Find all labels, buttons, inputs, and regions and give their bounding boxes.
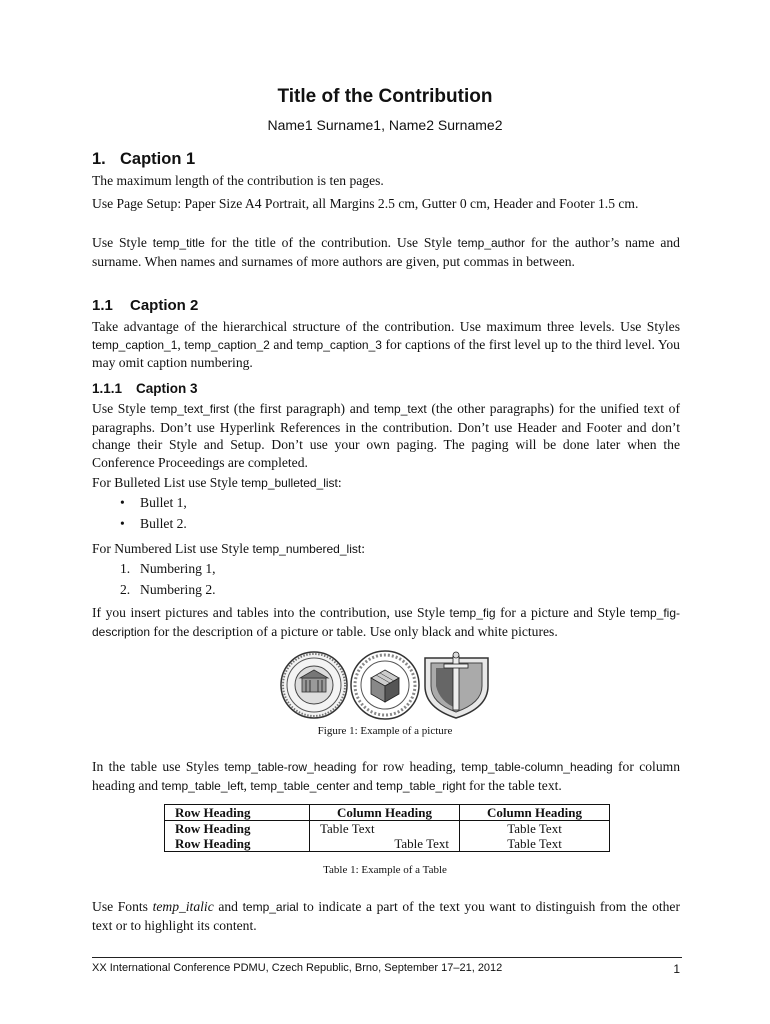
row-heading: Row Heading	[165, 821, 310, 837]
column-heading: Column Heading	[310, 805, 460, 821]
style-name: temp_caption_2	[184, 337, 270, 352]
figure-1	[0, 650, 770, 720]
style-name: temp_text_first	[150, 402, 230, 416]
footer-text: XX International Conference PDMU, Czech Republic, Brno, September 17–21, 2012	[92, 962, 503, 974]
style-name: temp_numbered_list	[252, 542, 362, 556]
section-caption: Caption 1	[120, 150, 196, 168]
section-1-1-1-heading	[92, 381, 198, 396]
style-name: temp_table_right	[376, 778, 466, 793]
style-name: temp_arial	[242, 900, 299, 914]
paragraph: Use Style temp_text_first (the first paragraph) and temp_text (the other paragraphs) for the unified text of paragraphs. Don’t use Hyperlink References in the contribution. Don’t use Header and Footer and don’t change their Style and Setup. Don’t use your own paging. The paging will be done later when the Conference Proceedings are completed.	[92, 401, 680, 470]
bullet-icon: •	[120, 495, 125, 510]
table-row	[165, 821, 610, 837]
page-footer	[92, 962, 682, 974]
style-name: temp_title	[152, 236, 205, 250]
table-caption: Table 1: Example of a Table	[323, 864, 447, 876]
table-row	[165, 805, 610, 821]
page-number: 1	[673, 962, 680, 976]
paragraph: Use Page Setup: Paper Size A4 Portrait, all Margins 2.5 cm, Gutter 0 cm, Header and Footer 1.5 cm.	[92, 196, 639, 211]
style-name: temp_table_left	[161, 778, 244, 793]
list-item: • Bullet 1,	[120, 495, 187, 510]
example-table	[164, 804, 610, 852]
paragraph: Use Style temp_title for the title of the contribution. Use Style temp_author for the author’s name and surname. When names and surnames of more authors are given, put commas in between.	[92, 235, 680, 269]
row-heading: Row Heading	[165, 805, 310, 821]
section-number: 1.1	[92, 297, 113, 314]
bullet-icon: •	[120, 516, 125, 531]
shield-emblem-icon	[425, 652, 488, 718]
paragraph: Take advantage of the hierarchical structure of the contribution. Use maximum three levels. Use Styles temp_caption_1, temp_caption_2 and temp_caption_3 for captions of the first level up to the third level. You may omit caption numbering.	[92, 319, 680, 370]
paragraph: In the table use Styles temp_table-row_heading for row heading, temp_table-column_heading for column heading and temp_table_left, temp_table_center and temp_table_right for the table text.	[92, 759, 680, 793]
style-name: temp_fig	[449, 606, 496, 620]
style-name: temp_text	[374, 402, 427, 416]
section-caption: Caption 3	[136, 381, 198, 396]
section-1-1-heading	[92, 297, 198, 314]
list-item: 2. Numbering 2.	[120, 582, 216, 597]
style-name: temp_author	[457, 236, 526, 250]
figure-caption: Figure 1: Example of a picture	[317, 725, 453, 737]
table-cell: Table Text	[460, 821, 610, 837]
paragraph: Use Fonts temp_italic and temp_arial to indicate a part of the text you want to distinguish from the other text or to highlight its content.	[92, 899, 680, 933]
paper-title: Title of the Contribution	[277, 86, 493, 107]
list-item: 1. Numbering 1,	[120, 561, 216, 576]
style-name: temp_table_center	[250, 778, 350, 793]
section-number: 1.1.1	[92, 381, 123, 396]
style-name: temp_caption_3	[296, 337, 382, 352]
table-cell: Table Text	[310, 821, 460, 837]
footer-divider	[92, 957, 682, 958]
seal-emblem-icon	[281, 652, 347, 718]
section-caption: Caption 2	[130, 297, 199, 314]
paragraph: If you insert pictures and tables into the contribution, use Style temp_fig for a picture and Style temp_fig-description for the description of a picture or table. Use only black and white pictures.	[92, 605, 681, 639]
list-item: • Bullet 2.	[120, 516, 187, 531]
style-name: temp_bulleted_list	[241, 476, 338, 490]
table-cell: Table Text	[460, 836, 610, 852]
column-heading: Column Heading	[460, 805, 610, 821]
table-cell: Table Text	[310, 836, 460, 852]
table-row	[165, 836, 610, 852]
style-name: temp_table-row_heading	[224, 760, 357, 774]
paper-authors: Name1 Surname1, Name2 Surname2	[267, 117, 503, 133]
row-heading: Row Heading	[165, 836, 310, 852]
style-name: temp_table-column_heading	[461, 760, 613, 774]
style-name: temp_caption_1	[92, 337, 178, 352]
cube-emblem-icon	[351, 651, 419, 719]
section-number: 1.	[92, 150, 106, 168]
italic-example: temp_italic	[152, 899, 214, 914]
section-1-heading	[92, 150, 195, 169]
paragraph: For Bulleted List use Style temp_bulleted_list:	[92, 475, 342, 490]
paragraph: For Numbered List use Style temp_numbered_list:	[92, 541, 365, 556]
paragraph: The maximum length of the contribution is ten pages.	[92, 173, 384, 188]
style-name: temp_fig-description	[92, 606, 681, 639]
figure-emblems	[0, 650, 770, 720]
